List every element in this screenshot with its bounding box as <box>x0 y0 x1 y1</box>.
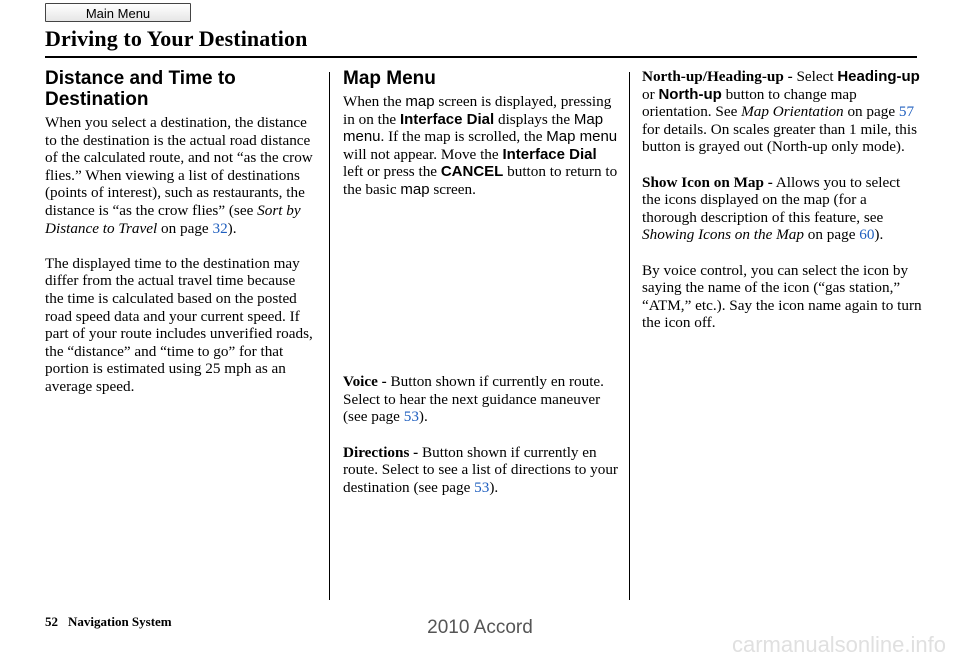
paragraph-time: The displayed time to the destination may differ from the actual travel time because the time is calculated based on the posted road speed data and your current speed. If part of your route includes unverified roads, the “distance” and “time to go” for that portion is estimated using 25 mph as an average speed. <box>45 254 313 395</box>
column-divider-2 <box>629 72 630 600</box>
paragraph-distance: When you select a destination, the distance to the destination is the actual road distance of the calculated route, and not “as the crow flies.” When viewing a list of destinations (points of interest), such as restaurants, the distance is “as the crow flies” (see Sort by Distance to Travel on page 32). <box>45 114 313 237</box>
watermark-site: carmanualsonline.info <box>731 632 946 657</box>
ref-map-orientation: Map Orientation <box>741 103 844 121</box>
column-2 <box>343 68 619 514</box>
column-divider-1 <box>329 72 330 600</box>
paragraph-directions: Directions - Button shown if currently en route. Select to see a list of directions to your destination (see page 53). <box>343 443 618 496</box>
watermark-model: 2010 Accord <box>427 617 533 638</box>
page-link-57[interactable]: 57 <box>898 103 915 121</box>
paragraph-show-icon: Show Icon on Map - Allows you to select the icons displayed on the map (for a thorough description of this feature, see Showing Icons on the Map on page 60). <box>642 173 901 244</box>
page-link-53-directions[interactable]: 53 <box>474 478 490 496</box>
paragraph-voice-control: By voice control, you can select the icon by saying the name of the icon (“gas station,” “ATM,” etc.). Say the icon name again to turn the icon off. <box>642 261 922 332</box>
section-heading-map-menu: Map Menu <box>343 68 436 89</box>
ref-showing-icons: Showing Icons on the Map <box>642 226 804 244</box>
page-link-53-voice[interactable]: 53 <box>403 408 419 426</box>
column-1 <box>45 68 317 413</box>
image-placeholder-space <box>343 216 619 373</box>
page-link-60[interactable]: 60 <box>859 226 875 244</box>
paragraph-voice: Voice - Button shown if currently en route. Select to hear the next guidance maneuver (see page 53). <box>343 373 604 426</box>
section-heading-distance-time: Distance and Time to Destination <box>45 68 236 110</box>
footer-section: Navigation System <box>68 614 172 629</box>
column-3 <box>642 68 922 350</box>
title-divider <box>45 56 917 58</box>
page-title: Driving to Your Destination <box>45 26 308 51</box>
page-number: 52 <box>45 614 58 629</box>
paragraph-map-menu: When the map screen is displayed, pressing in on the Interface Dial displays the Map menu. If the map is scrolled, the Map menu will not appear. Move the Interface Dial left or press the CANCEL button to return to the basic map screen. <box>343 93 618 198</box>
page-link-32[interactable]: 32 <box>212 219 228 237</box>
paragraph-north-up: North-up/Heading-up - Select Heading-up or North-up button to change map orientation. See Map Orientation on page 57 for details. On scales greater than 1 mile, this button is grayed out (North-up only mode). <box>642 68 920 156</box>
ref-sort-by-distance: Sort by Distance to Travel <box>45 201 301 237</box>
main-menu-button[interactable]: Main Menu <box>45 3 191 22</box>
